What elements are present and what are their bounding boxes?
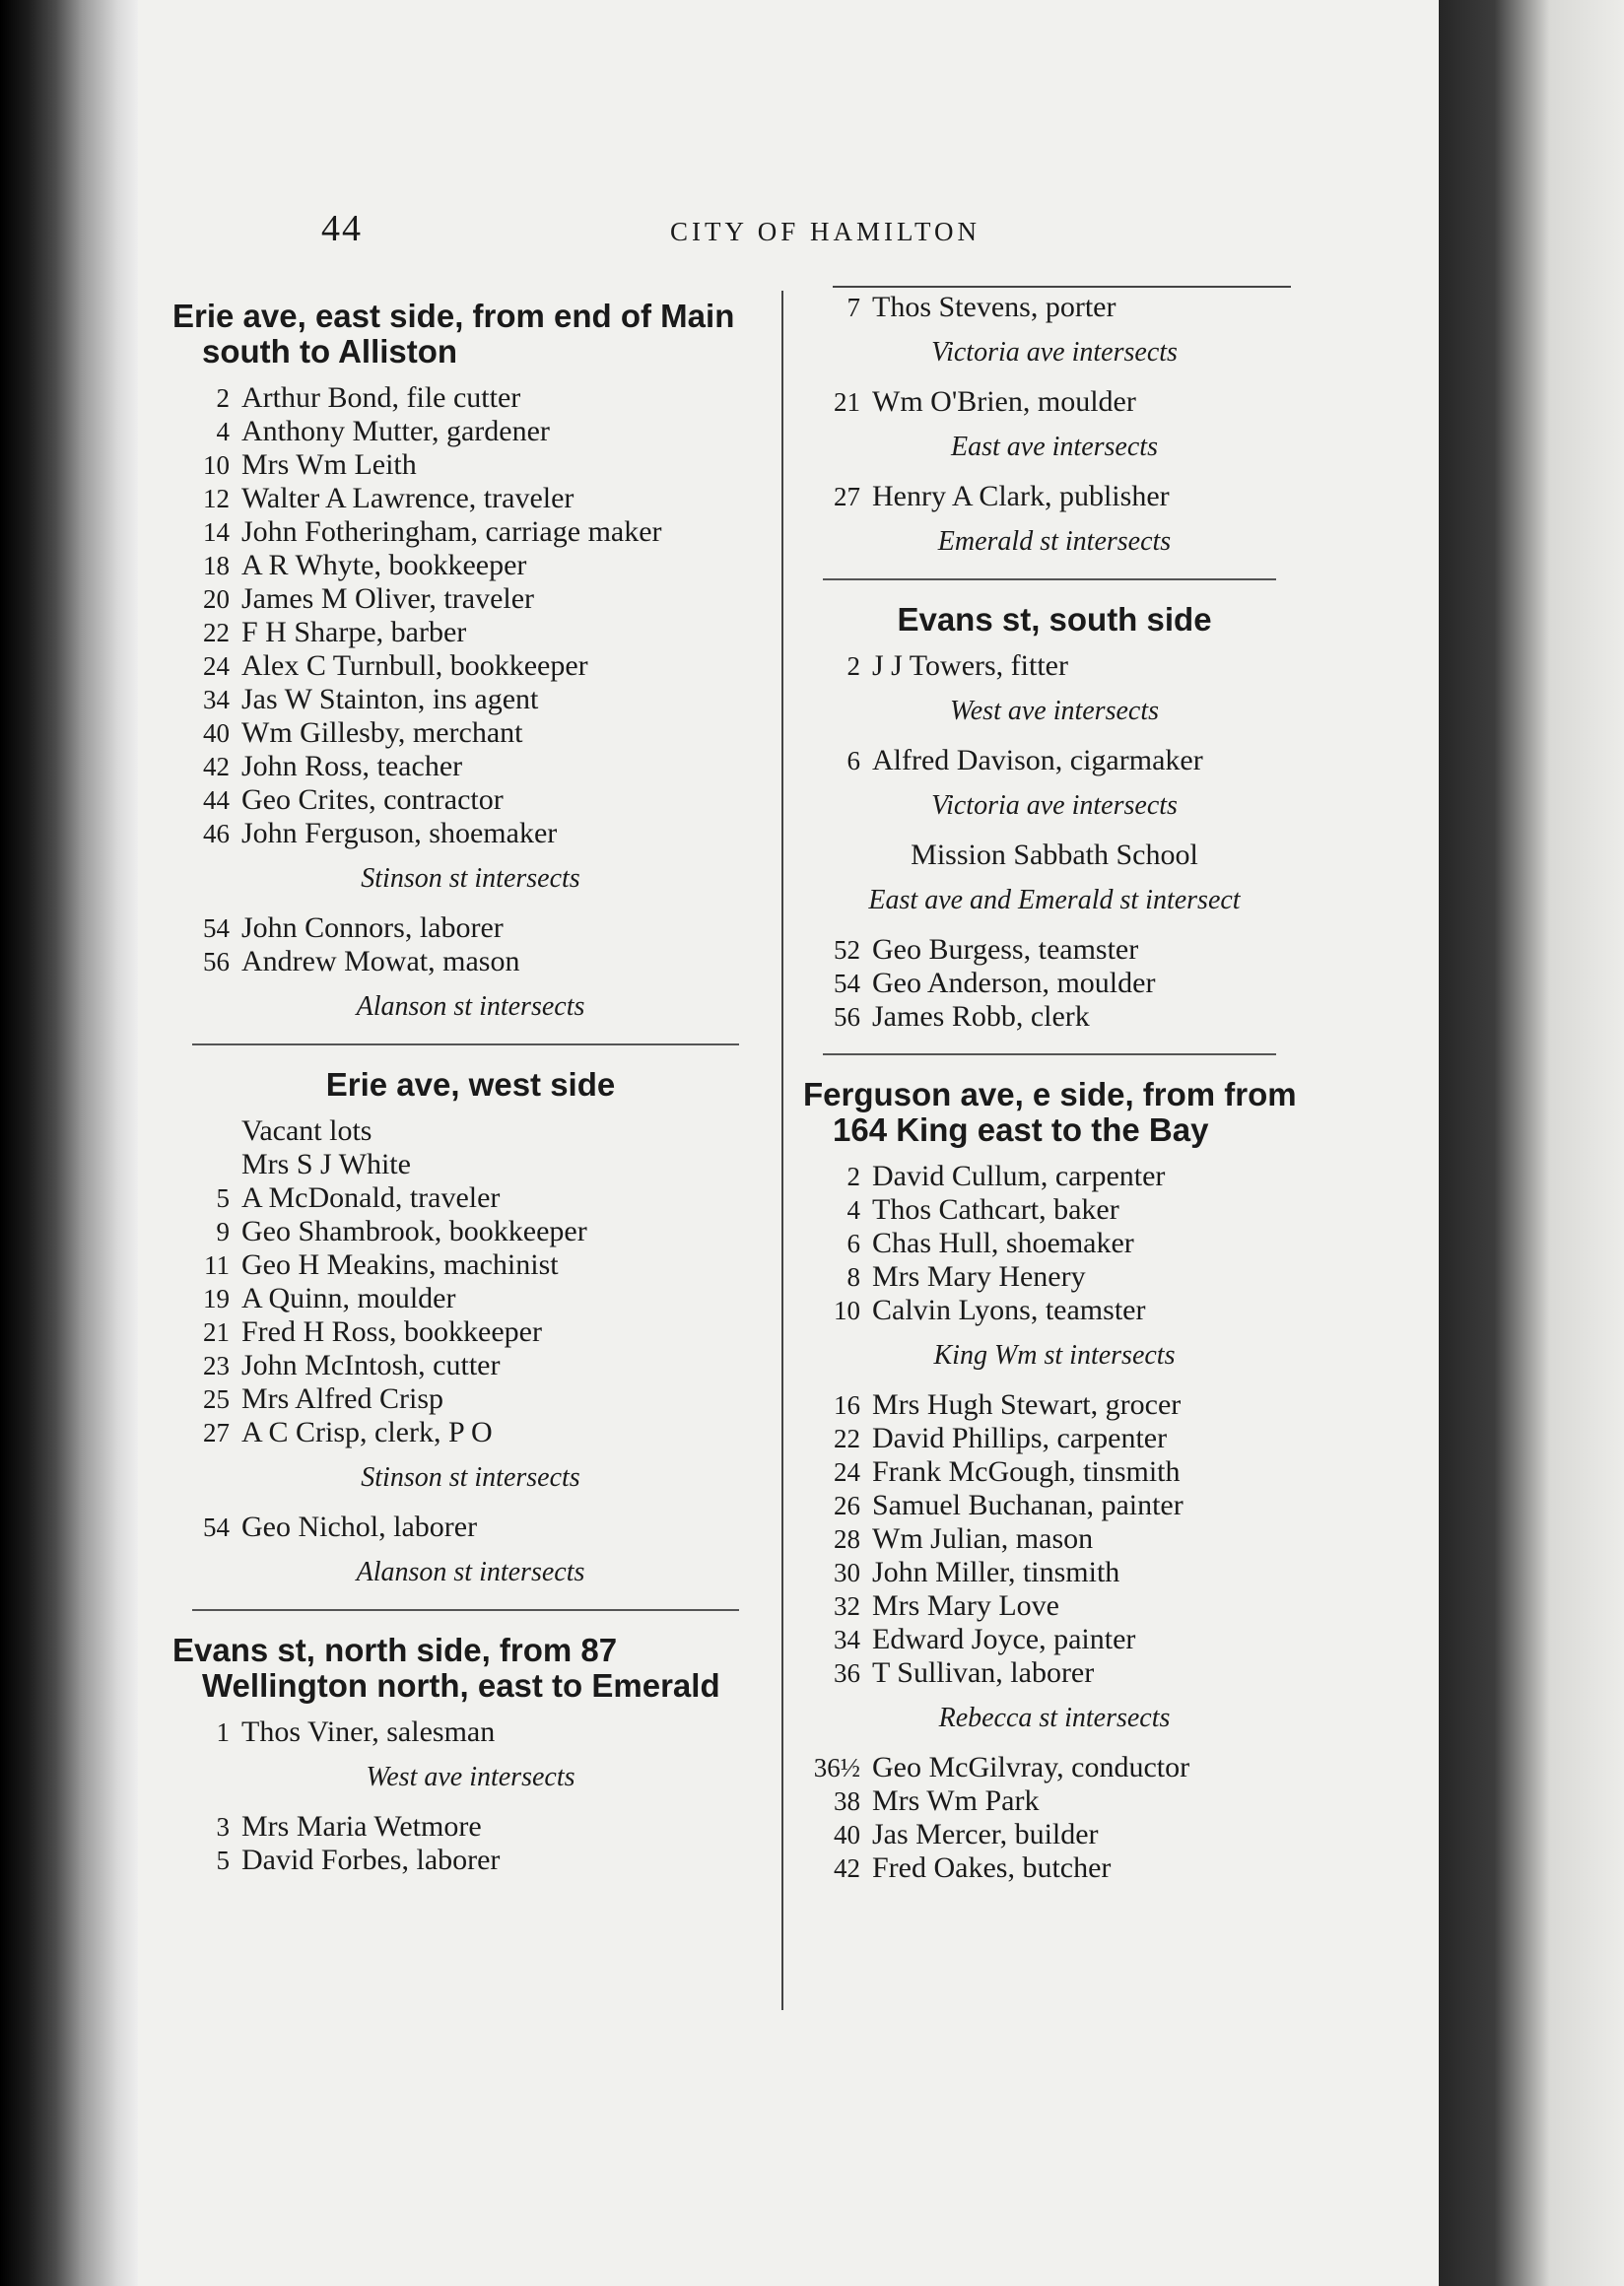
house-number: 14 — [203, 517, 230, 547]
resident-name: Wm Julian, mason — [872, 1522, 1094, 1555]
resident-name: Mrs Wm Park — [872, 1784, 1040, 1817]
listing-row — [172, 1248, 769, 1282]
listing-row — [172, 1715, 769, 1749]
house-number: 52 — [834, 935, 860, 965]
listing-row — [803, 1227, 1306, 1260]
resident-name: John Ross, teacher — [241, 750, 463, 782]
resident-name: Mrs Alfred Crisp — [241, 1382, 443, 1415]
house-number: 36 — [834, 1658, 860, 1688]
intersection-note: Alanson st intersects — [356, 1557, 585, 1587]
listing-row — [172, 945, 769, 978]
house-number: 38 — [834, 1786, 860, 1816]
listing-plain: Mrs S J White — [241, 1148, 411, 1180]
house-number: 28 — [834, 1524, 860, 1554]
intersection-note: Victoria ave intersects — [931, 790, 1178, 821]
resident-name: A Quinn, moulder — [241, 1282, 456, 1314]
listing-row — [172, 750, 769, 783]
resident-name: Calvin Lyons, teamster — [872, 1294, 1146, 1326]
resident-name: John Connors, laborer — [241, 911, 504, 944]
house-number: 27 — [834, 482, 860, 511]
resident-name: Wm Gillesby, merchant — [241, 716, 523, 749]
resident-name: Geo Nichol, laborer — [241, 1511, 478, 1543]
listing-row — [803, 1455, 1306, 1489]
resident-name: David Cullum, carpenter — [872, 1160, 1166, 1192]
house-number: 2 — [846, 1162, 860, 1191]
house-number: 42 — [834, 1853, 860, 1883]
section-separator — [192, 1043, 739, 1045]
section-heading: Erie ave, east side, from end of Main south to Alliston — [172, 298, 735, 370]
resident-name: Geo Shambrook, bookkeeper — [241, 1215, 587, 1247]
listing-row — [172, 515, 769, 549]
resident-name: Geo McGilvray, conductor — [872, 1751, 1190, 1783]
resident-name: Andrew Mowat, mason — [241, 945, 520, 977]
section-separator — [192, 1609, 739, 1611]
house-number: 24 — [834, 1457, 860, 1487]
listing-row — [172, 1315, 769, 1349]
house-number: 4 — [216, 417, 230, 446]
listing-row — [172, 582, 769, 616]
resident-name: Chas Hull, shoemaker — [872, 1227, 1134, 1259]
house-number: 1 — [216, 1717, 230, 1747]
listing-row — [172, 1282, 769, 1315]
house-number: 10 — [203, 450, 230, 480]
intersection-note: East ave and Emerald st intersect — [868, 885, 1241, 915]
listing-row — [803, 933, 1306, 967]
listing-row — [803, 1522, 1306, 1556]
right-column — [803, 291, 1306, 1885]
listing-row — [172, 817, 769, 850]
section-heading: Erie ave, west side — [325, 1066, 616, 1103]
resident-name: Geo Burgess, teamster — [872, 933, 1139, 966]
resident-name: J J Towers, fitter — [872, 649, 1068, 682]
intersection-note: East ave intersects — [951, 432, 1158, 462]
resident-name: Mrs Maria Wetmore — [241, 1810, 482, 1843]
listing-plain: Vacant lots — [241, 1114, 372, 1147]
resident-name: David Phillips, carpenter — [872, 1422, 1168, 1454]
listing-row — [803, 1000, 1306, 1034]
resident-name: Mrs Wm Leith — [241, 448, 417, 481]
house-number: 30 — [834, 1558, 860, 1587]
intersection-note: Emerald st intersects — [937, 526, 1172, 557]
house-number: 19 — [203, 1284, 230, 1313]
resident-name: John Fotheringham, carriage maker — [241, 515, 662, 548]
listing-row — [172, 549, 769, 582]
resident-name: Jas Mercer, builder — [872, 1818, 1099, 1850]
resident-name: Geo Crites, contractor — [241, 783, 504, 816]
resident-name: Geo Anderson, moulder — [872, 967, 1156, 999]
intersection-note: King Wm st intersects — [933, 1340, 1176, 1371]
listing-row — [803, 1556, 1306, 1589]
house-number: 4 — [846, 1195, 860, 1225]
house-number: 32 — [834, 1591, 860, 1621]
house-number: 2 — [846, 651, 860, 681]
resident-name: Edward Joyce, painter — [872, 1623, 1136, 1655]
listing-row — [803, 967, 1306, 1000]
house-number: 23 — [203, 1351, 230, 1380]
resident-name: John Ferguson, shoemaker — [241, 817, 558, 849]
resident-name: Wm O'Brien, moulder — [872, 385, 1136, 418]
page-number: 44 — [321, 208, 363, 249]
house-number: 3 — [216, 1812, 230, 1842]
house-number: 12 — [203, 484, 230, 513]
intersection-note: West ave intersects — [366, 1762, 575, 1792]
facing-page-edge — [1439, 0, 1624, 2286]
listing-row — [803, 649, 1306, 683]
resident-name: James Robb, clerk — [872, 1000, 1090, 1033]
listing-row — [803, 1193, 1306, 1227]
intersection-note: Stinson st intersects — [361, 1462, 580, 1493]
house-number: 18 — [203, 551, 230, 580]
resident-name: A C Crisp, clerk, P O — [241, 1416, 493, 1448]
house-number: 34 — [834, 1625, 860, 1654]
listing-row — [172, 911, 769, 945]
house-number: 40 — [834, 1820, 860, 1849]
house-number: 20 — [203, 584, 230, 614]
resident-name: Thos Viner, salesman — [241, 1715, 496, 1748]
listing-row — [803, 480, 1306, 513]
house-number: 6 — [846, 746, 860, 775]
resident-name: James M Oliver, traveler — [241, 582, 535, 615]
house-number: 9 — [216, 1217, 230, 1246]
intersection-note: West ave intersects — [949, 696, 1160, 726]
intersection-note: Rebecca st intersects — [938, 1703, 1171, 1733]
house-number: 16 — [834, 1390, 860, 1420]
house-number: 26 — [834, 1491, 860, 1520]
house-number: 36½ — [813, 1753, 860, 1782]
resident-name: David Forbes, laborer — [241, 1844, 501, 1876]
section-separator — [823, 578, 1276, 580]
listing-row — [172, 415, 769, 448]
house-number: 22 — [834, 1424, 860, 1453]
house-number: 40 — [203, 718, 230, 748]
house-number: 44 — [203, 785, 230, 815]
house-number: 2 — [216, 383, 230, 413]
house-number: 56 — [834, 1002, 860, 1032]
listing-row — [172, 716, 769, 750]
listing-row — [803, 1422, 1306, 1455]
resident-name: Henry A Clark, publisher — [872, 480, 1170, 512]
house-number: 46 — [203, 819, 230, 848]
resident-name: Alex C Turnbull, bookkeeper — [241, 649, 588, 682]
listing-row — [172, 1844, 769, 1877]
listing-row — [172, 1215, 769, 1248]
resident-name: Fred Oakes, butcher — [872, 1851, 1112, 1884]
header-rule — [833, 286, 1291, 288]
listing-row — [172, 1416, 769, 1449]
resident-name: Geo H Meakins, machinist — [241, 1248, 559, 1281]
house-number: 34 — [203, 685, 230, 714]
column-divider — [781, 291, 783, 2010]
listing-row — [803, 1818, 1306, 1851]
listing-row — [172, 616, 769, 649]
resident-name: Thos Cathcart, baker — [872, 1193, 1119, 1226]
listing-row — [172, 649, 769, 683]
house-number: 54 — [834, 969, 860, 998]
section-separator — [823, 1053, 1276, 1055]
house-number: 7 — [846, 293, 860, 322]
resident-name: John McIntosh, cutter — [241, 1349, 501, 1381]
resident-name: A R Whyte, bookkeeper — [241, 549, 527, 581]
listing-row — [803, 1260, 1306, 1294]
resident-name: Jas W Stainton, ins agent — [241, 683, 539, 715]
resident-name: Mrs Mary Love — [872, 1589, 1059, 1622]
intersection-note: Alanson st intersects — [356, 991, 585, 1022]
listing-row — [803, 1851, 1306, 1885]
resident-name: Mrs Hugh Stewart, grocer — [872, 1388, 1182, 1421]
page-header — [177, 207, 1427, 256]
resident-name: Samuel Buchanan, painter — [872, 1489, 1184, 1521]
resident-name: Alfred Davison, cigarmaker — [872, 744, 1203, 776]
section-heading: Evans st, north side, from 87 Wellington north, east to Emerald — [172, 1632, 720, 1704]
house-number: 56 — [203, 947, 230, 976]
listing-row — [172, 1181, 769, 1215]
listing-row — [172, 1810, 769, 1844]
listing-row — [803, 1751, 1306, 1784]
house-number: 5 — [216, 1183, 230, 1213]
listing-row — [803, 744, 1306, 777]
resident-name: Fred H Ross, bookkeeper — [241, 1315, 542, 1348]
house-number: 27 — [203, 1418, 230, 1447]
house-number: 21 — [203, 1317, 230, 1347]
resident-name: Thos Stevens, porter — [872, 291, 1116, 323]
listing-row — [172, 482, 769, 515]
house-number: 42 — [203, 752, 230, 781]
resident-name: T Sullivan, laborer — [872, 1656, 1095, 1689]
house-number: 54 — [203, 913, 230, 943]
book-spine-shadow — [0, 0, 138, 2286]
house-number: 6 — [846, 1229, 860, 1258]
running-title: CITY OF HAMILTON — [670, 217, 981, 246]
resident-name: F H Sharpe, barber — [241, 616, 467, 648]
intersection-note: Stinson st intersects — [361, 863, 580, 894]
house-number: 5 — [216, 1846, 230, 1875]
listing-row — [172, 1382, 769, 1416]
listing-row — [803, 1294, 1306, 1327]
listing-plain: Mission Sabbath School — [911, 839, 1198, 871]
listing-row — [803, 385, 1306, 419]
listing-row — [803, 291, 1306, 324]
listing-row — [803, 1656, 1306, 1690]
listing-row — [803, 1784, 1306, 1818]
listing-row — [803, 1623, 1306, 1656]
listing-row — [172, 1349, 769, 1382]
house-number: 24 — [203, 651, 230, 681]
resident-name: Mrs Mary Henery — [872, 1260, 1086, 1293]
listing-row — [172, 381, 769, 415]
listing-row — [803, 1489, 1306, 1522]
house-number: 21 — [834, 387, 860, 417]
listing-row — [803, 1388, 1306, 1422]
house-number: 54 — [203, 1513, 230, 1542]
section-heading: Ferguson ave, e side, from from 164 King east to the Bay — [803, 1076, 1297, 1148]
resident-name: John Miller, tinsmith — [872, 1556, 1120, 1588]
house-number: 25 — [203, 1384, 230, 1414]
listing-row — [803, 1160, 1306, 1193]
resident-name: Frank McGough, tinsmith — [872, 1455, 1181, 1488]
resident-name: Anthony Mutter, gardener — [241, 415, 550, 447]
listing-row — [172, 1511, 769, 1544]
resident-name: A McDonald, traveler — [241, 1181, 501, 1214]
house-number: 11 — [204, 1250, 230, 1280]
listing-row — [172, 448, 769, 482]
house-number: 22 — [203, 618, 230, 647]
house-number: 8 — [846, 1262, 860, 1292]
listing-row — [172, 683, 769, 716]
resident-name: Arthur Bond, file cutter — [241, 381, 521, 414]
listing-row — [803, 1589, 1306, 1623]
house-number: 10 — [834, 1296, 860, 1325]
listing-row — [172, 783, 769, 817]
section-heading: Evans st, south side — [897, 601, 1212, 638]
intersection-note: Victoria ave intersects — [931, 337, 1178, 368]
resident-name: Walter A Lawrence, traveler — [241, 482, 575, 514]
left-column — [172, 291, 769, 1877]
